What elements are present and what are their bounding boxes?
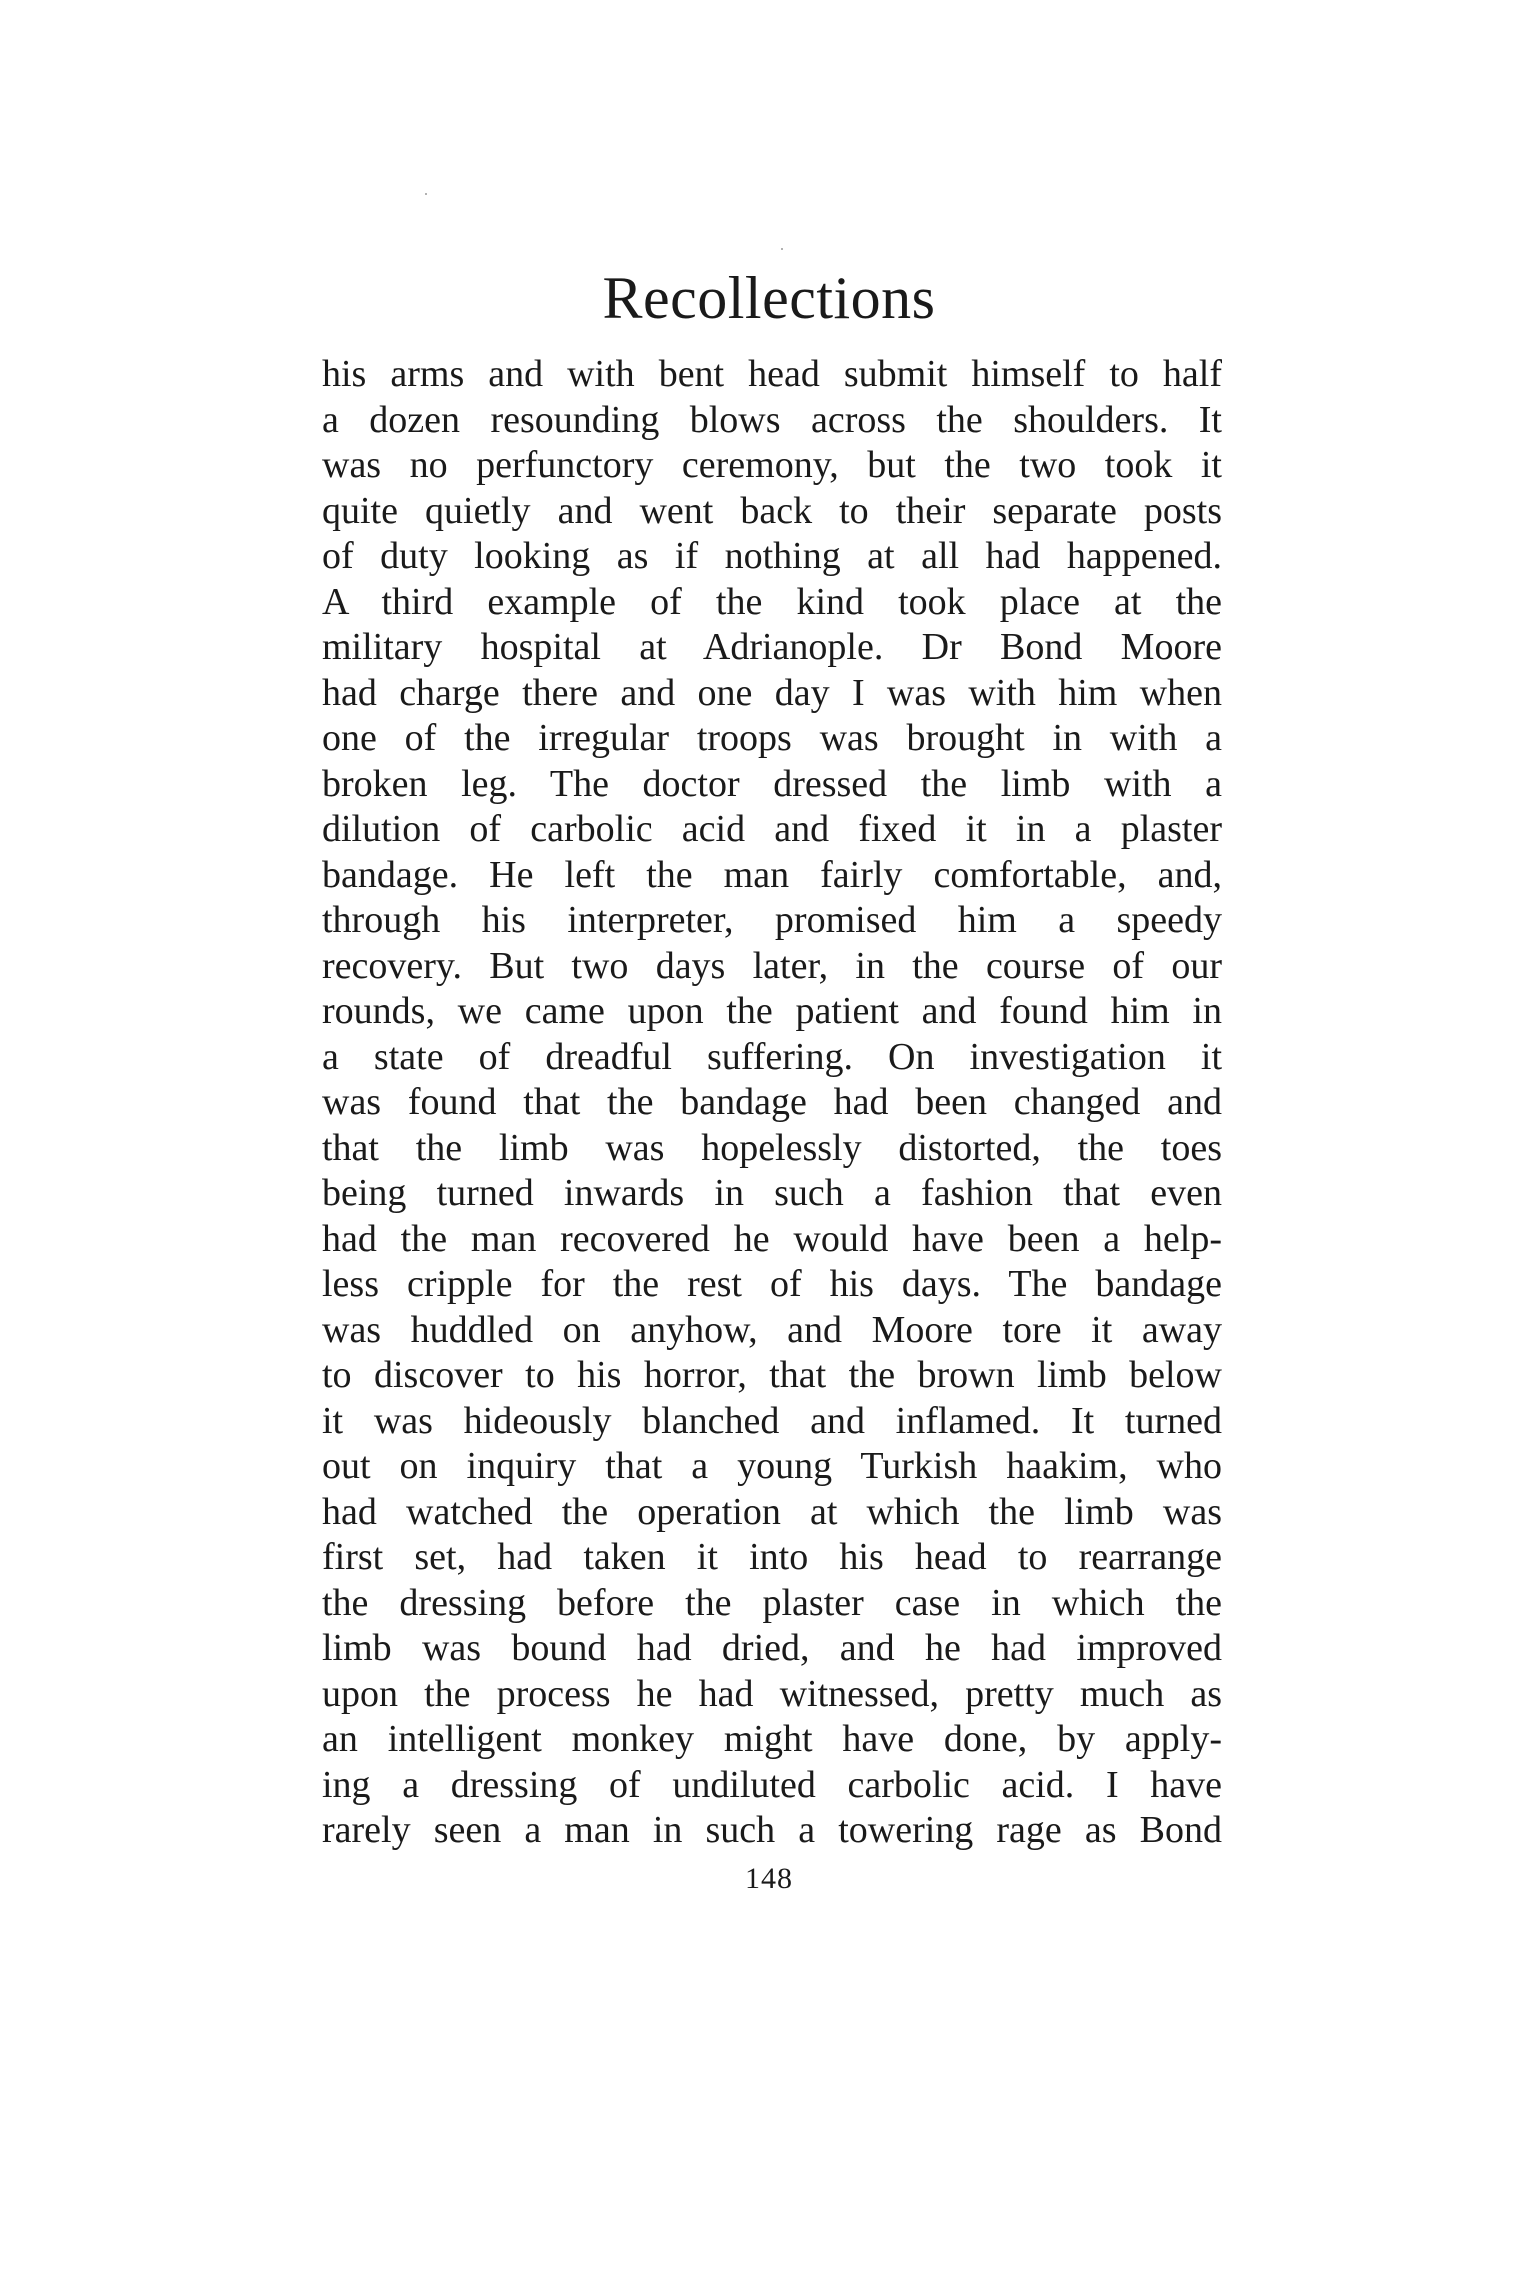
text-line: dilution of carbolic acid and fixed it in a plaster [322, 808, 1222, 850]
text-line: had charge there and one day I was with him when [322, 671, 1222, 714]
text-line: through his interpreter, promised him a speedy [322, 899, 1222, 941]
text-line: military hospital at Adrianople. Dr Bond Moore [322, 626, 1222, 668]
text-line: had watched the operation at which the limb was [322, 1490, 1222, 1533]
text-line: of duty looking as if nothing at all had happened. [322, 535, 1222, 577]
text-line: A third example of the kind took place at the [322, 580, 1222, 623]
text-line: a dozen resounding blows across the shoulders. It [322, 398, 1222, 441]
text-line: being turned inwards in such a fashion that even [322, 1172, 1222, 1214]
text-line: that the limb was hopelessly distorted, the toes [322, 1126, 1222, 1169]
text-line: was no perfunctory ceremony, but the two took it [322, 444, 1222, 486]
text-line: quite quietly and went back to their separate posts [322, 489, 1222, 532]
text-line: broken leg. The doctor dressed the limb with a [322, 762, 1222, 805]
text-line: his arms and with bent head submit himself to half [322, 353, 1222, 395]
running-head: Recollections [602, 265, 936, 331]
print-speck [425, 193, 427, 195]
text-line: bandage. He left the man fairly comfortable, and, [322, 853, 1222, 896]
text-line: out on inquiry that a young Turkish haakim, who [322, 1445, 1222, 1487]
text-line: an intelligent monkey might have done, by apply- [322, 1718, 1222, 1760]
page-number: 148 [745, 1862, 793, 1895]
text-line: rounds, we came upon the patient and found him in [322, 990, 1222, 1032]
text-line: had the man recovered he would have been a help- [322, 1217, 1222, 1260]
text-line: a state of dreadful suffering. On investigation it [322, 1035, 1222, 1078]
text-line: to discover to his horror, that the brown limb below [322, 1354, 1222, 1396]
text-line: ing a dressing of undiluted carbolic acid. I have [322, 1763, 1222, 1806]
text-line: was found that the bandage had been changed and [322, 1081, 1222, 1123]
text-line: the dressing before the plaster case in which the [322, 1581, 1222, 1624]
text-line: one of the irregular troops was brought in with a [322, 717, 1222, 759]
body-text [322, 352, 1222, 1854]
text-line: less cripple for the rest of his days. The bandage [322, 1263, 1222, 1305]
text-line: recovery. But two days later, in the course of our [322, 944, 1222, 987]
text-line: it was hideously blanched and inflamed. It turned [322, 1399, 1222, 1442]
text-line: rarely seen a man in such a towering rage as Bond [322, 1809, 1222, 1851]
print-speck [781, 248, 783, 250]
text-line: limb was bound had dried, and he had improved [322, 1627, 1222, 1669]
text-line: upon the process he had witnessed, pretty much as [322, 1672, 1222, 1715]
text-line: first set, had taken it into his head to rearrange [322, 1536, 1222, 1578]
text-line: was huddled on anyhow, and Moore tore it away [322, 1308, 1222, 1351]
